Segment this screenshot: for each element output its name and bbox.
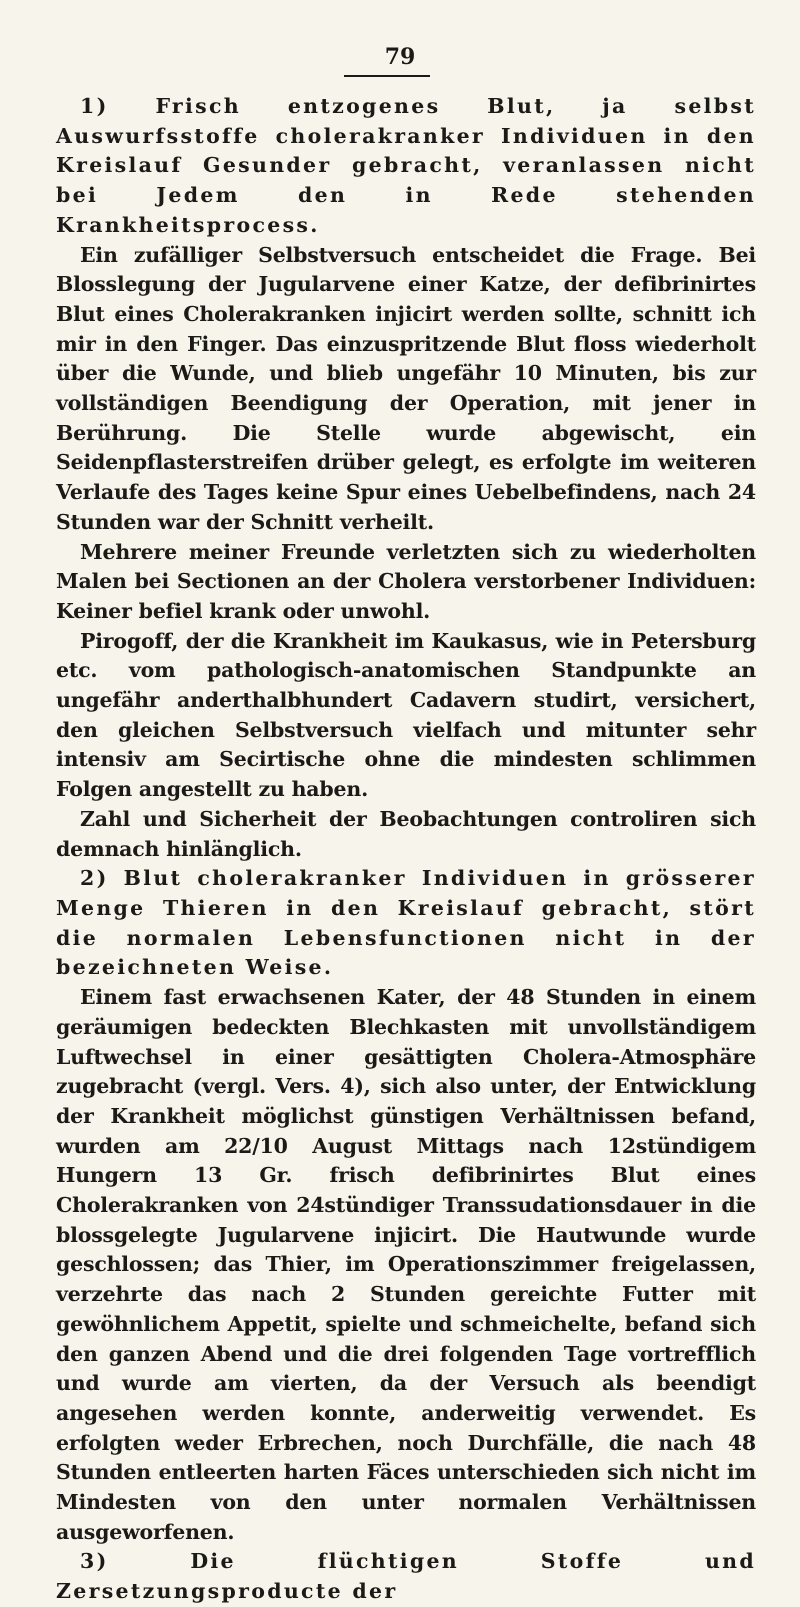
- header-rule: [344, 75, 430, 77]
- paragraph-self-experiment: Ein zufälliger Selbstversuch entscheidet die Frage. Bei Blosslegung der Jugularvene einer Katze, der defibrinirtes Blut eines Cholerakranken injicirt werden sollte, schnitt ich mir in den Finger. Das einzuspritzende Blut floss wiederholt über die Wunde, und blieb ungefähr 10 Minuten, bis zur vollständigen Beendigung der Operation, mit jener in Berührung. Die Stelle wurde abgewischt, ein Seidenpflasterstreifen drüber gelegt, es erfolgte im weiteren Verlaufe des Tages keine Spur eines Uebelbefindens, nach 24 Stunden war der Schnitt verheilt.: [56, 242, 756, 534]
- paragraph-thesis-3: 3) Die flüchtigen Stoffe und Zersetzungsproducte der: [56, 1549, 756, 1604]
- paragraph-cat-experiment: Einem fast erwachsenen Kater, der 48 Stunden in einem geräumigen bedeckten Blechkasten mit unvollständigem Luftwechsel in einer gesättigten Cholera-Atmosphäre zugebracht (vergl. Vers. 4), sich also unter, der Entwicklung der Krankheit möglichst günstigen Verhältnissen befand, wurden am 22/10 August Mittags nach 12stündigem Hungern 13 Gr. frisch defibrinirtes Blut eines Cholerakranken von 24stündiger Transsudationsdauer in die blossgelegte Jugularvene injicirt. Die Hautwunde wurde geschlossen; das Thier, im Operationszimmer freigelassen, verzehrte das nach 2 Stunden gereichte Futter mit gewöhnlichem Appetit, spielte und schmeichelte, befand sich den ganzen Abend und die drei folgenden Tage vortrefflich und wurde am vierten, da der Versuch als beendigt angesehen werden konnte, anderweitig verwendet. Es erfolgten weder Erbrechen, noch Durchfälle, die nach 48 Stunden entleerten harten Fäces unterschieden sich nicht im Mindesten von den unter normalen Verhältnissen ausgeworfenen.: [56, 985, 756, 1544]
- paragraph-thesis-1: 1) Frisch entzogenes Blut, ja selbst Auswurfsstoffe cholerakranker Individuen in den Kreislauf Gesunder gebracht, veranlassen nicht bei Jedem den in Rede stehenden Krankheitsprocess.: [56, 94, 756, 237]
- paragraph-friends: Mehrere meiner Freunde verletzten sich zu wiederholten Malen bei Sectionen an der Cholera verstorbener Individuen: Keiner befiel krank oder unwohl.: [56, 539, 756, 623]
- paragraph-pirogoff: Pirogoff, der die Krankheit im Kaukasus, wie in Petersburg etc. vom pathologisch-anatomischen Standpunkte an ungefähr anderthalbhundert Cadavern studirt, versichert, den gleichen Selbstversuch vielfach und mitunter sehr intensiv am Secirtische ohne die mindesten schlimmen Folgen angestellt zu haben.: [56, 628, 756, 802]
- paragraph-conclusion: Zahl und Sicherheit der Beobachtungen controliren sich demnach hinlänglich.: [56, 806, 756, 861]
- page-number: 79: [384, 44, 416, 70]
- page-body: [56, 92, 756, 1607]
- paragraph-thesis-2: 2) Blut cholerakranker Individuen in grösserer Menge Thieren in den Kreislauf gebracht, stört die normalen Lebensfunctionen nicht in der bezeichneten Weise.: [56, 866, 756, 980]
